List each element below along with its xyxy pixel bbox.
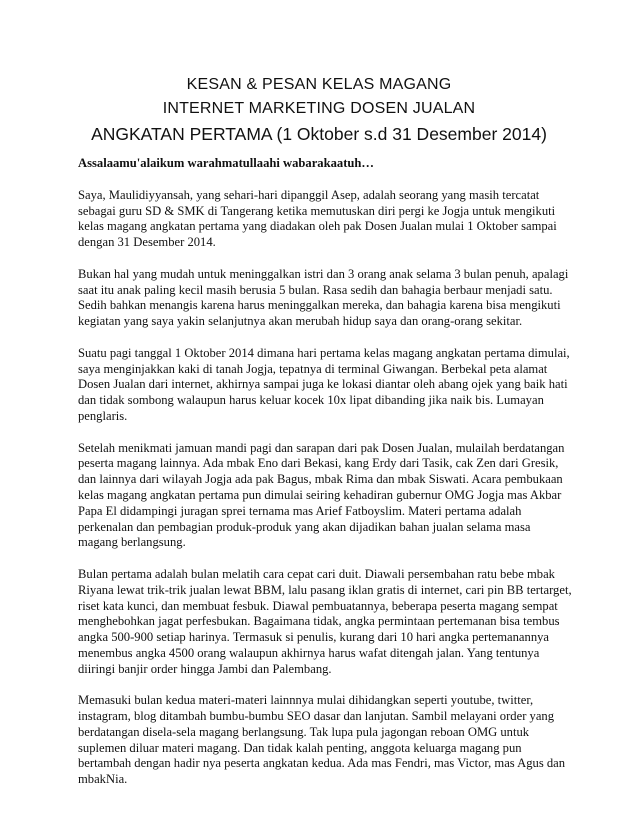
paragraph-intro: Saya, Maulidiyyansah, yang sehari-hari dipanggil Asep, adalah seorang yang masih tercatat sebagai guru SD & SMK di Tangerang ketika memutuskan diri pergi ke Jogja untuk mengikuti kelas magang angkatan pertama yang diadakan oleh pak Dosen Jualan mulai 1 Oktober sampai dengan 31 Desember 2014. [78, 187, 557, 250]
paragraph-arrival: Suatu pagi tanggal 1 Oktober 2014 dimana hari pertama kelas magang angkatan pertama dimulai, saya menginjakkan kaki di tanah Jogja, tepatnya di terminal Giwangan. Berbekal peta alamat Dosen Jualan dari internet, akhirnya sampai juga ke lokasi diantar oleh abang ojek yang baik hati dan tidak sombong walaupun harus keluar kocek 10x lipat dibanding jika naik bis. Lumayan penglaris. [78, 345, 570, 423]
paragraph-family: Bukan hal yang mudah untuk meninggalkan istri dan 3 orang anak selama 3 bulan penuh, apalagi saat itu anak paling kecil masih berusia 5 bulan. Rasa sedih dan bahagia berbaur menjadi satu. Sedih bahkan menangis karena harus meninggalkan mereka, dan bahagia karena bisa mengikuti kegiatan yang saya yakin selanjutnya akan merubah hidup saya dan orang-orang sekitar. [78, 266, 569, 329]
title-line-3: ANGKATAN PERTAMA (1 Oktober s.d 31 Desember 2014) [91, 124, 547, 144]
title-line-1: KESAN & PESAN KELAS MAGANG [186, 76, 452, 93]
paragraph-opening: Setelah menikmati jamuan mandi pagi dan sarapan dari pak Dosen Jualan, mulailah berdatangan peserta magang lainnya. Ada mbak Eno dari Bekasi, kang Erdy dari Tasik, cak Zen dari Gresik, dan lainnya dari wilayah Jogja ada pak Bagus, mbak Rima dan mbak Siswati. Acara pembukaan kelas magang angkatan pertama pun dimulai seiring kehadiran gubernur OMG Jogja mas Akbar Papa El didampingi juragan sprei ternama mas Arief Fatboyslim. Materi pertama adalah perkenalan dan pembagian produk-produk yang akan dijadikan bahan jualan selama masa magang berlangsung. [78, 440, 565, 550]
paragraph-first-month: Bulan pertama adalah bulan melatih cara cepat cari duit. Diawali persembahan ratu bebe mbak Riyana lewat trik-trik jualan lewat BBM, lalu pasang iklan gratis di internet, cari pin BB tertarget, riset kata kunci, dan membuat fesbuk. Diawal pembuatannya, beberapa peserta magang sempat menghebohkan jagat perfesbukan. Bagaimana tidak, angka permintaan pertemanan bisa tembus angka 500-900 setiap harinya. Termasuk si penulis, kurang dari 10 hari angka pertemanannya menembus angka 4500 orang walaupun akhirnya harus wafat ditengah jalan. Yang tentunya diiringi banjir order hingga Jambi dan Palembang. [78, 566, 572, 676]
greeting: Assalaamu'alaikum warahmatullaahi wabarakaatuh… [78, 156, 375, 170]
title-line-2: INTERNET MARKETING DOSEN JUALAN [162, 100, 476, 117]
paragraph-second-month: Memasuki bulan kedua materi-materi lainnnya mulai dihidangkan seperti youtube, twitter, instagram, blog ditambah bumbu-bumbu SEO dasar dan lanjutan. Sambil melayani order yang berdatangan disela-sela magang berlangsung. Tak lupa pula jagongan reboan OMG untuk suplemen diluar materi magang. Dan tidak kalah penting, anggota keluarga magang pun bertambah dengan hadir nya peserta angkatan kedua. Ada mas Fendri, mas Victor, mas Agus dan mbakNia. [78, 693, 566, 787]
document-body [78, 156, 573, 804]
